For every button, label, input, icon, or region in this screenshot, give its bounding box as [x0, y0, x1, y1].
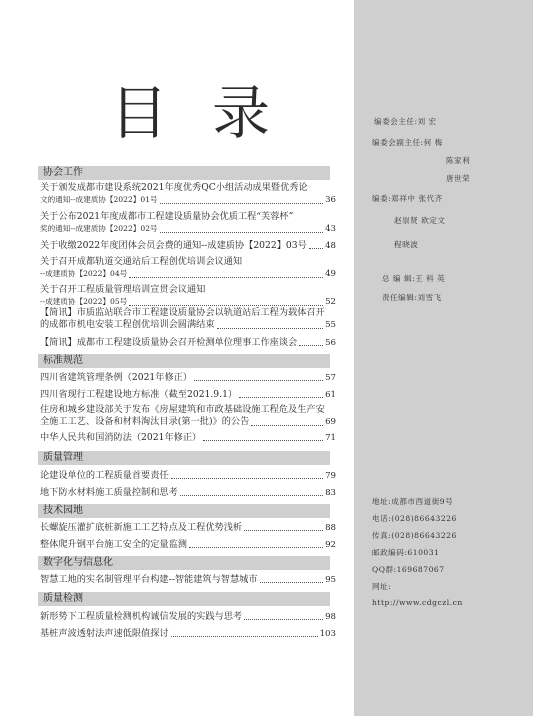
page-number: 43	[325, 224, 336, 235]
page-number: 57	[325, 373, 336, 383]
toc-entry[interactable]	[40, 487, 336, 499]
editor-deputy-3: 唐世荣	[446, 174, 471, 183]
toc-entry[interactable]	[40, 611, 336, 623]
entry-text: 关于收缴2022年度团体会员会费的通知--成建质协【2022】03号	[40, 240, 307, 251]
page-number: 56	[325, 338, 336, 348]
editor-deputy: 编委会副主任:何 梅	[372, 138, 443, 147]
chief-editor: 总 编 辑:王 科 英	[382, 274, 446, 283]
editor-deputy-2: 陈家利	[446, 156, 471, 165]
toc-entry[interactable]	[40, 574, 336, 586]
page-number: 83	[325, 488, 336, 498]
entry-text: 整体爬升钢平台施工安全的定量监测	[40, 539, 187, 550]
title-char-1: 目	[110, 79, 169, 147]
toc-entry[interactable]	[40, 284, 336, 309]
toc-entry[interactable]	[40, 522, 336, 534]
toc-entry[interactable]	[40, 470, 336, 482]
toc-entry[interactable]	[40, 404, 336, 429]
section-header: 标准规范	[38, 354, 330, 368]
toc-entry[interactable]	[40, 337, 336, 349]
entry-text: 中华人民共和国消防法（2021年修正）	[40, 432, 202, 443]
entry-text: 地下防水材料施工质量控制和思考	[40, 487, 178, 498]
section-header: 质量管理	[38, 451, 330, 465]
entry-text: 关于颁发成都市建设系统2021年度优秀QC小组活动成果暨优秀论	[40, 182, 308, 193]
contact-qq: QQ群:169687067	[372, 565, 445, 574]
page-number: 103	[319, 629, 336, 639]
entry-text: 基桩声波透射法声速低限值探讨	[40, 628, 169, 639]
editor-members-3: 程晓波	[394, 240, 419, 249]
entry-text: 奖的通知--成建质协【2022】02号	[40, 224, 158, 234]
page-number: 55	[325, 320, 336, 331]
contact-url: http://www.cdgczl.cn	[372, 598, 463, 607]
entry-text: 四川省建筑管理条例（2021年修正）	[40, 372, 193, 383]
section-header: 质量检测	[38, 592, 330, 606]
entry-text: --成建质协【2022】04号	[40, 269, 128, 279]
toc-entry[interactable]	[40, 182, 336, 207]
entry-text: 智慧工地的实名制管理平台构建--智能建筑与智慧城市	[40, 574, 258, 585]
entry-text: --成建质协【2022】05号	[40, 297, 128, 307]
toc-entry[interactable]	[40, 211, 336, 236]
page-number: 61	[325, 390, 336, 400]
page-number: 36	[325, 195, 336, 206]
toc-entry[interactable]	[40, 256, 336, 281]
page-number: 79	[325, 471, 336, 481]
page-number: 48	[325, 241, 336, 251]
editor-members: 编委:郑祥中 张代齐	[372, 194, 443, 203]
entry-text: 关于召开工程质量管理培训宣贯会议通知	[40, 284, 206, 295]
sidebar-panel	[354, 0, 533, 716]
entry-text: 住房和城乡建设部关于发布《房屋建筑和市政基础设施工程危及生产安	[40, 404, 325, 415]
toc-entry[interactable]	[40, 628, 336, 640]
toc-entry[interactable]	[40, 240, 336, 252]
contact-phone: 电话:(028)86643226	[372, 514, 457, 523]
toc-entry[interactable]	[40, 389, 336, 401]
section-header: 技术园地	[38, 504, 330, 518]
entry-text: 关于公布2021年度成都市工程建设质量协会优质工程“芙蓉杯”	[40, 211, 294, 222]
section-header: 数字化与信息化	[38, 556, 330, 570]
page-number: 71	[325, 433, 336, 443]
contact-postcode: 邮政编码:610031	[372, 548, 440, 557]
entry-text: 论建设单位的工程质量首要责任	[40, 470, 169, 481]
entry-text: 新形势下工程质量检测机构诚信发展的实践与思考	[40, 611, 243, 622]
section-header: 协会工作	[38, 166, 330, 180]
entry-text: 全施工工艺、设备和材料淘汰目录(第一批)》的公告	[40, 416, 250, 428]
entry-text: 关于召开成都轨道交通站后工程创优培训会议通知	[40, 256, 243, 267]
entry-text: 四川省现行工程建设地方标准（截至2021.9.1）	[40, 389, 238, 400]
toc-entry[interactable]	[40, 372, 336, 384]
page-number: 88	[325, 523, 336, 533]
contact-address: 地址:成都市西道街9号	[372, 497, 454, 506]
page-number: 69	[325, 417, 336, 428]
contact-fax: 传真:(028)86643226	[372, 531, 457, 540]
editor-director: 编委会主任:刘 宏	[374, 117, 437, 126]
toc-entry[interactable]	[40, 307, 336, 332]
page-number: 98	[325, 612, 336, 622]
toc-entry[interactable]	[40, 432, 336, 444]
toc-entry[interactable]	[40, 539, 336, 551]
title-char-2: 录	[212, 79, 271, 147]
page-number: 92	[325, 540, 336, 550]
entry-text: 文的通知--成建质协【2022】01号	[40, 195, 158, 205]
page-number: 95	[325, 575, 336, 585]
page-number: 49	[325, 269, 336, 280]
entry-text: 长螺旋压灌扩底桩新施工工艺特点及工程优势浅析	[40, 522, 243, 533]
responsible-editor: 责任编辑:刘雪飞	[382, 293, 442, 302]
contact-web-label: 网址:	[372, 582, 392, 591]
entry-text: 【简讯】成都市工程建设质量协会召开检测单位理事工作座谈会	[40, 337, 298, 348]
entry-text: 【简讯】市质监站联合市工程建设质量协会以轨道站后工程为载体召开	[40, 307, 325, 318]
page-number: 52	[325, 297, 336, 308]
editor-members-2: 赵崇贤 欧定文	[394, 216, 446, 225]
entry-text: 的成都市机电安装工程创优培训会圆满结束	[40, 319, 215, 331]
